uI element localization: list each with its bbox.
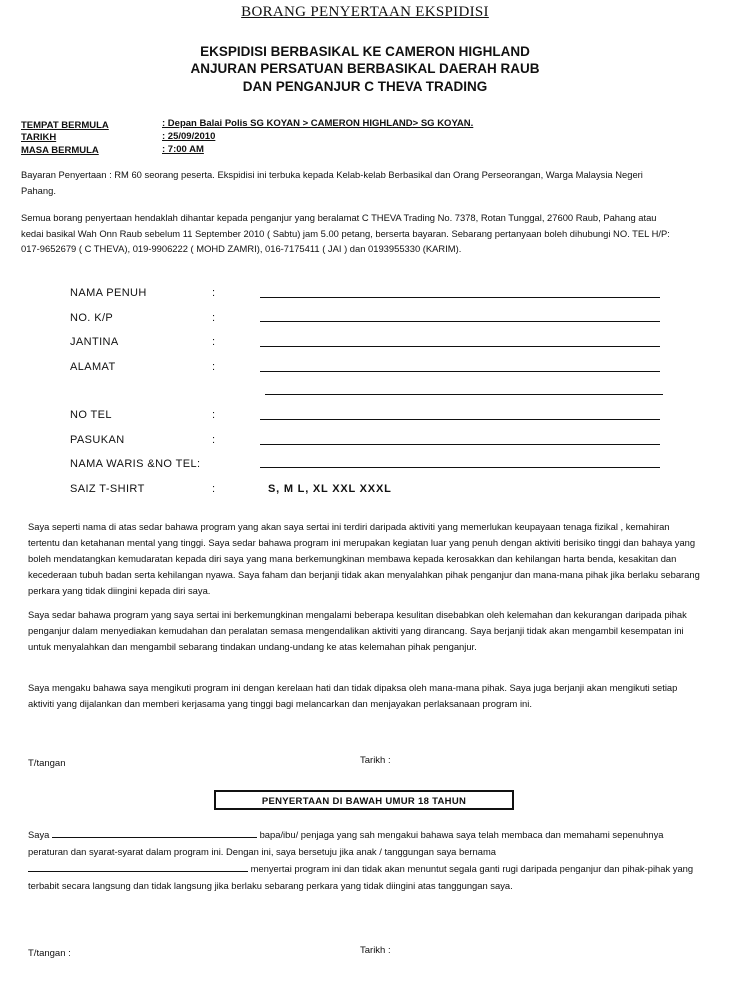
phone-label: NO TEL [70, 409, 112, 421]
ic-label: NO. K/P [70, 312, 114, 324]
under-18-paragraph [28, 826, 700, 894]
under-18-text-2: menyertai program ini dan tidak akan menuntut segala ganti rugi daripada penganjur dan pihak-pihak yang terbabit secara langsung dan tidak langsung jika berlaku sebarang perkara yang tidak diingini atas tanggungan saya. [28, 863, 694, 891]
parent-name-blank[interactable] [52, 827, 257, 838]
address-input-line-1[interactable] [260, 371, 660, 372]
tshirt-label: SAIZ T-SHIRT [70, 483, 145, 495]
heading-line-1: EKSPIDISI BERBASIKAL KE CAMERON HIGHLAND [200, 44, 530, 59]
ic-colon: : [212, 312, 216, 324]
address-label: ALAMAT [70, 361, 116, 373]
heir-input-line[interactable] [260, 467, 660, 468]
declaration-paragraph-3: Saya mengaku bahawa saya mengikuti program ini dengan kerelaan hati dan tidak dipaksa oleh mana-mana pihak. Saya juga berjanji akan mengikuti setiap aktiviti yang dijalankan dan memberi kerjasama yang tinggi bagi melancarkan dan menjayakan perlaksanaan program ini. [28, 682, 678, 709]
submission-paragraph: Semua borang penyertaan hendaklah dihantar kepada penganjur yang beralamat C THEVA Trading No. 7378, Rotan Tunggal, 27600 Raub, Pahang atau kedai basikal Wah Onn Raub sebelum 11 September 2010 ( Sabtu) jam 5.00 petang, berserta bayaran. Sebarang pertanyaan boleh dihubungi NO. TEL H/P: 017-9652679 ( C THEVA), 019-9906222 ( MOHD ZAMRI), 016-7175411 ( JAI ) dan 0193955330 (KARIM). [21, 212, 670, 254]
heading-line-3: DAN PENGANJUR C THEVA TRADING [242, 79, 488, 94]
address-colon: : [212, 361, 216, 373]
signature-date-label: Tarikh : [360, 755, 391, 766]
team-label: PASUKAN [70, 434, 125, 446]
team-colon: : [212, 434, 216, 446]
fee-paragraph: Bayaran Penyertaan : RM 60 seorang peserta. Ekspidisi ini terbuka kepada Kelab-kelab Berbasikal dan Orang Perseorangan, Warga Malaysia Negeri Pahang. [21, 169, 643, 196]
ic-input-line[interactable] [260, 321, 660, 322]
under-18-signature-label: T/tangan : [28, 948, 71, 959]
phone-input-line[interactable] [260, 419, 660, 420]
under-18-saya: Saya [28, 829, 50, 840]
child-name-blank[interactable] [28, 861, 248, 872]
name-input-line[interactable] [260, 297, 660, 298]
start-place-value: : Depan Balai Polis SG KOYAN > CAMERON HIGHLAND> SG KOYAN. [162, 118, 474, 129]
under-18-title: PENYERTAAN DI BAWAH UMUR 18 TAHUN [261, 796, 467, 807]
team-input-line[interactable] [260, 444, 660, 445]
tshirt-size-options[interactable]: S, M L, XL XXL XXXL [268, 483, 392, 495]
form-title: BORANG PENYERTAAN EKSPIDISI [241, 4, 489, 20]
name-label: NAMA PENUH [70, 287, 147, 299]
under-18-date-label: Tarikh : [360, 945, 391, 956]
start-place-label: TEMPAT BERMULA [21, 120, 109, 131]
date-label: TARIKH [21, 132, 57, 143]
under-18-text-1: bapa/ibu/ penjaga yang sah mengakui bahawa saya telah membaca dan memahami sepenuhnya peraturan dan syarat-syarat dalam program ini. Dengan ini, saya bersetuju jika anak / tanggungan saya bernama [28, 829, 664, 857]
phone-colon: : [212, 409, 216, 421]
address-input-line-2[interactable] [265, 394, 663, 395]
tshirt-colon: : [212, 483, 216, 495]
gender-label: JANTINA [70, 336, 119, 348]
heading-line-2: ANJURAN PERSATUAN BERBASIKAL DAERAH RAUB [190, 61, 540, 76]
name-colon: : [212, 287, 216, 299]
start-time-value: : 7:00 AM [162, 144, 204, 155]
declaration-paragraph-2: Saya sedar bahawa program yang saya sertai ini berkemungkinan mengalami beberapa kesulitan disebabkan oleh kelemahan dan kekurangan daripada pihak penganjur dalam menyediakan kemudahan dan peralatan semasa mengendalikan aktiviti yang dirancang. Saya berjanji tidak akan mengambil kesempatan ini untuk menyalahkan dan mengambil sebarang tindakan undang-undang ke atas kelemahan pihak penganjur. [28, 609, 687, 652]
declaration-paragraph-1: Saya seperti nama di atas sedar bahawa program yang akan saya sertai ini terdiri daripada aktiviti yang memerlukan keupayaan tenaga fizikal , kemahiran tertentu dan ketahanan mental yang tinggi. Saya sedar bahawa program ini merupakan kegiatan luar yang penuh dengan aktiviti berisiko tinggi dan bahaya yang boleh mendatangkan kemudaratan kepada diri saya yang mana berkemungkinan membawa kepada kerosakkan dan kehilangan harta benda, kesakitan dan kecederaan tubuh badan serta kehilangan nyawa. Saya faham dan berjanji tidak akan menyalahkan pihak penganjur dan mana-mana pihak jika berlaku sebarang perkara yang tidak diingini kepada diri saya. [28, 521, 700, 596]
under-18-box [214, 790, 514, 810]
gender-input-line[interactable] [260, 346, 660, 347]
date-value: : 25/09/2010 [162, 131, 216, 142]
start-time-label: MASA BERMULA [21, 145, 99, 156]
gender-colon: : [212, 336, 216, 348]
heir-label: NAMA WARIS &NO TEL: [70, 458, 201, 470]
signature-label: T/tangan [28, 758, 66, 769]
